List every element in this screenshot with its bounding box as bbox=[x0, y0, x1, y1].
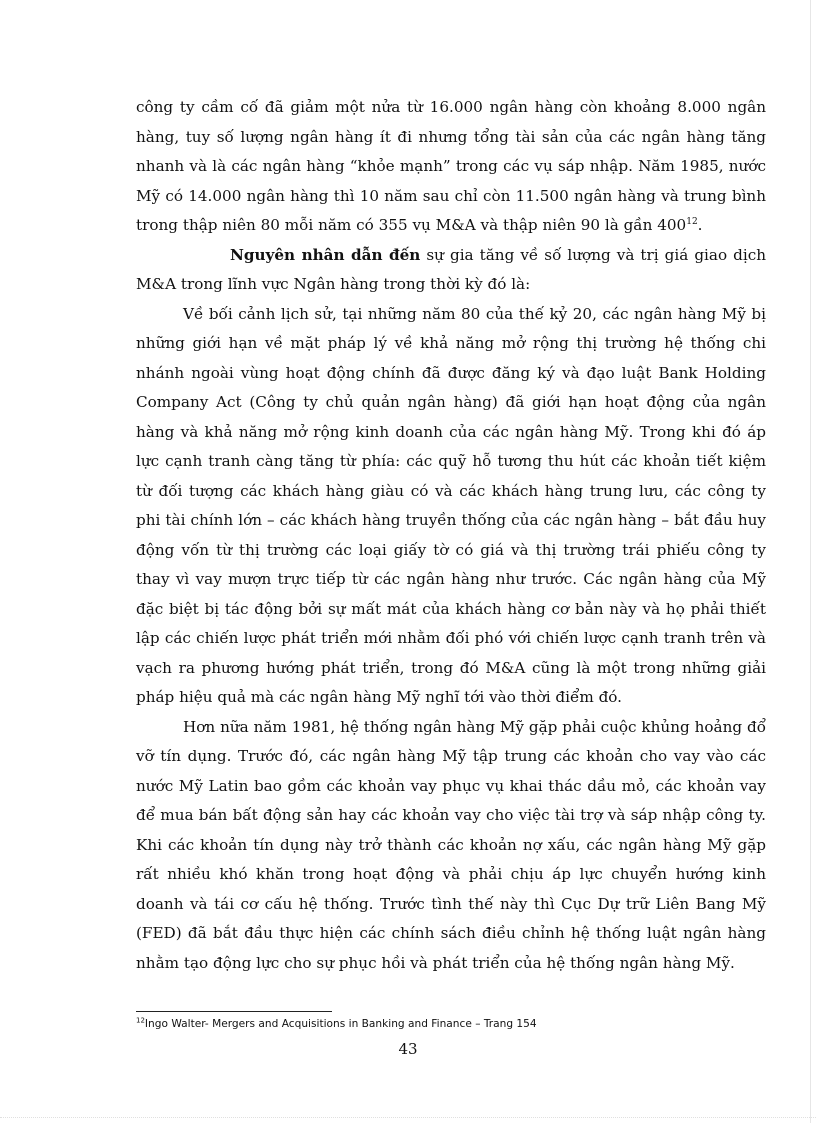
paragraph-2-lead: Nguyên nhân dẫn đến bbox=[230, 245, 421, 264]
paragraph-1-text: công ty cầm cố đã giảm một nửa từ 16.000 ngân hàng còn khoảng 8.000 ngân hàng, tuy số lượng ngân hàng ít đi nhưng tổng tài sản của các ngân hàng tăng nhanh và là các ngân hàng “khỏe mạnh” trong các vụ sáp nhập. Năm 1985, nước Mỹ có 14.000 ngân hàng thì 10 năm sau chỉ còn 11.500 ngân hàng và trung bình trong thập niên 80 mỗi năm có 355 vụ M&A và thập niên 90 là gần 400 bbox=[136, 98, 766, 234]
page-number: 43 bbox=[398, 1040, 418, 1058]
footnote-ref-12[interactable]: 12 bbox=[686, 216, 698, 227]
paragraph-3 bbox=[136, 300, 766, 713]
footnote-number: 12 bbox=[136, 1016, 145, 1025]
page-bottom-edge bbox=[0, 1117, 816, 1118]
paragraph-2 bbox=[136, 241, 766, 300]
footnote-separator bbox=[136, 1011, 332, 1012]
page-right-edge bbox=[810, 0, 811, 1123]
footnote bbox=[136, 1017, 766, 1031]
paragraph-4 bbox=[136, 713, 766, 979]
paragraph-3-text: Về bối cảnh lịch sử, tại những năm 80 của thế kỷ 20, các ngân hàng Mỹ bị những giới hạn về mặt pháp lý về khả năng mở rộng thị trường hệ thống chi nhánh ngoài vùng hoạt động chính đã được đăng ký và đạo luật Bank Holding Company Act (Công ty chủ quản ngân hàng) đã giới hạn hoạt động của ngân hàng và khả năng mở rộng kinh doanh của các ngân hàng Mỹ. Trong khi đó áp lực cạnh tranh càng tăng từ phía: các quỹ hỗ tương thu hút các khoản tiết kiệm từ đối tượng các khách hàng giàu có và các khách hàng trung lưu, các công ty phi tài chính lớn – các khách hàng truyền thống của các ngân hàng – bắt đầu huy động vốn từ thị trường các loại giấy tờ có giá và thị trường trái phiếu công ty thay vì vay mượn trực tiếp từ các ngân hàng như trước. Các ngân hàng của Mỹ đặc biệt bị tác động bởi sự mất mát của khách hàng cơ bản này và họ phải thiết lập các chiến lược phát triển mới nhằm đối phó với chiến lược cạnh tranh trên và vạch ra phương hướng phát triển, trong đó M&A cũng là một trong những giải pháp hiệu quả mà các ngân hàng Mỹ nghĩ tới vào thời điểm đó. bbox=[136, 304, 766, 706]
paragraph-4-text: Hơn nữa năm 1981, hệ thống ngân hàng Mỹ gặp phải cuộc khủng hoảng đổ vỡ tín dụng. Trước đó, các ngân hàng Mỹ tập trung các khoản cho vay vào các nước Mỹ Latin bao gồm các khoản vay phục vụ khai thác dầu mỏ, các khoản vay để mua bán bất động sản hay các khoản vay cho việc tài trợ và sáp nhập công ty. Khi các khoản tín dụng này trở thành các khoản nợ xấu, các ngân hàng Mỹ gặp rất nhiều khó khăn trong hoạt động và phải chịu áp lực chuyển hướng kinh doanh và tái cơ cấu hệ thống. Trước tình thế này thì Cục Dự trữ Liên Bang Mỹ (FED) đã bắt đầu thực hiện các chính sách điều chỉnh hệ thống luật ngân hàng nhằm tạo động lực cho sự phục hồi và phát triển của hệ thống ngân hàng Mỹ. bbox=[136, 717, 766, 972]
paragraph-1 bbox=[136, 93, 766, 241]
paragraph-1-end: . bbox=[697, 216, 703, 234]
body-text bbox=[136, 93, 766, 978]
footnote-text: Ingo Walter- Mergers and Acquisitions in Banking and Finance – Trang 154 bbox=[144, 1018, 537, 1030]
paragraph-2-text: sự gia tăng về số lượng và trị giá giao dịch M&A trong lĩnh vực Ngân hàng trong thời kỳ đó là: bbox=[136, 245, 766, 293]
